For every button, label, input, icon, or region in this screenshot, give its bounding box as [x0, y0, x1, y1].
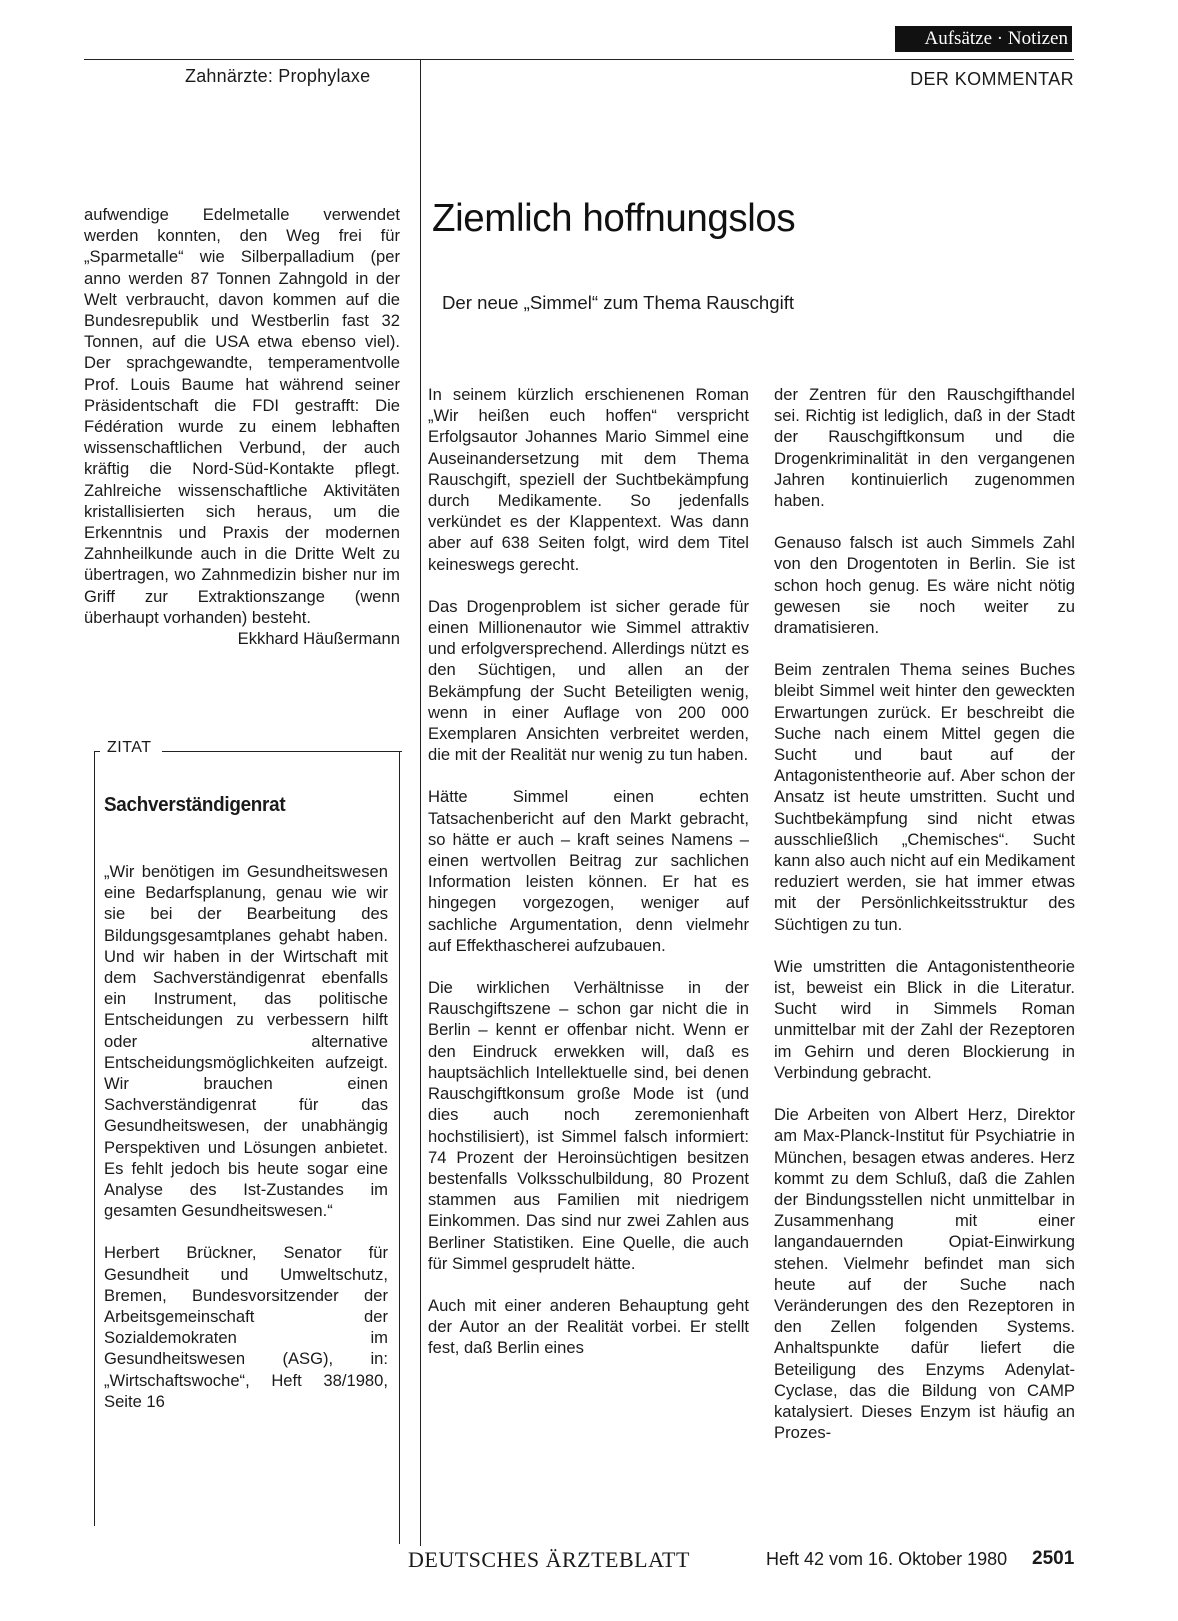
left-column-body: [84, 204, 400, 649]
left-column-text: aufwendige Edelmetalle verwendet werden konnten, den Weg frei für „Sparmetalle“ wie Silberpalladium (per anno werden 87 Tonnen Zahngold in der Welt verbraucht, davon kommen auf die Bundesrepublik und Westberlin fast 32 Tonnen, auf die USA etwa ebenso viel). Der sprachgewandte, temperamentvolle Prof. Louis Baume hat während seiner Präsidentschaft die FDI gestrafft: Die Fédération wurde zu einem lebhaften wissenschaftlichen Verbund, der auch kräftig die Nord-Süd-Kontakte pflegt. Zahlreiche wissenschaftliche Aktivitäten kristallisierten sich heraus, um die Erkenntnis und Praxis der modernen Zahnheilkunde auch in die Dritte Welt zu übertragen, wo Zahnmedizin bisher nur im Griff zur Extraktionszange (wenn überhaupt vorhanden) besteht.: [84, 205, 400, 627]
section-tag: Aufsätze · Notizen: [895, 26, 1072, 52]
quote-box-heading: Sachverständigenrat: [104, 793, 286, 816]
quote-box-border-left: [94, 751, 95, 1526]
quote-box: [94, 739, 400, 1544]
article-title: Ziemlich hoffnungslos: [432, 197, 796, 240]
paragraph: Hätte Simmel einen echten Tatsachenbericht auf den Markt gebracht, so hätte er auch – kraft seines Namens – einen wertvollen Beitrag zur sachlichen Information leisten können. Er hat es hingegen vorgezogen, weniger auf sachliche Argumentation, denn vielmehr auf Effekthascherei aufzubauen.: [428, 787, 749, 955]
article-column-right: [774, 384, 1075, 1464]
quote-box-border-top: [94, 751, 100, 752]
paragraph: In seinem kürzlich erschienenen Roman „Wir heißen euch hoffen“ verspricht Erfolgsautor Johannes Mario Simmel eine Auseinandersetzung mit dem Thema Rauschgift, speziell der Suchtbekämpfung durch Medikamente. So jedenfalls verkündet es der Klappentext. Was dann aber auf 638 Seiten folgt, wird dem Titel keineswegs gerecht.: [428, 385, 749, 574]
right-kicker: DER KOMMENTAR: [910, 69, 1074, 89]
quote-box-label: ZITAT: [104, 739, 155, 757]
paragraph: Das Drogenproblem ist sicher gerade für einen Millionenautor wie Simmel attraktiv und erfolgversprechend. Allerdings nützt es den Süchtigen, und allen an der Bekämpfung der Sucht Beteiligten wenig, wenn in einer Auflage von 200 000 Exemplaren Ansichten verbreitet werden, die mit der Realität nur wenig zu tun haben.: [428, 596, 749, 765]
paragraph: Die wirklichen Verhältnisse in der Rauschgiftszene – schon gar nicht die in Berlin – kennt er offenbar nicht. Wenn er den Eindruck erwekken will, daß es hauptsächlich Intellektuelle sind, bei denen Rauschgiftkonsum große Mode ist (und dies auch noch zeremonienhaft hochstilisiert), ist Simmel falsch informiert: 74 Prozent der Heroinsüchtigen besitzen bestenfalls Volksschulbildung, 80 Prozent stammen aus Familien mit niedrigem Einkommen. Das sind nur zwei Zahlen aus Berliner Statistiken. Eine Quelle, die auch für Simmel gesprudelt hätte.: [428, 978, 749, 1273]
issue-info: Heft 42 vom 16. Oktober 1980: [766, 1549, 1008, 1569]
paragraph: Auch mit einer anderen Behauptung geht der Autor an der Realität vorbei. Er stellt fest, daß Berlin eines: [428, 1295, 749, 1358]
article-subtitle: Der neue „Simmel“ zum Thema Rauschgift: [442, 292, 795, 313]
article-column-middle: [428, 384, 749, 1380]
header-rule: [84, 59, 1074, 60]
column-divider: [420, 59, 421, 1546]
paragraph: Die Arbeiten von Albert Herz, Direktor am Max-Planck-Institut für Psychiatrie in München, besagen etwas anderes. Herz kommt zu dem Schluß, daß die Zahlen der Bindungsstellen nicht unmittelbar in Zusammenhang mit einer langandauernden Opiat-Einwirkung stehen. Vielmehr befindet man sich heute auf der Suche nach Veränderungen des den Rezeptoren in den Zellen folgenden Systems. Anhaltspunkte dafür liefert die Beteiligung des Enzyms Adenylat-Cyclase, das die Bildung von CAMP katalysiert. Dieses Enzym ist häufig an Prozes-: [774, 1105, 1075, 1443]
journal-name: DEUTSCHES ÄRZTEBLATT: [408, 1547, 690, 1572]
paragraph: Genauso falsch ist auch Simmels Zahl von den Drogentoten in Berlin. Sie ist schon hoch genug. Es wäre nicht nötig gewesen sie noch weiter zu dramatisieren.: [774, 533, 1075, 638]
author-name: Ekkhard Häußermann: [237, 629, 400, 649]
quote-box-border-right: [399, 751, 400, 1544]
quote-source: Herbert Brückner, Senator für Gesundheit und Umweltschutz, Bremen, Bundesvorsitzender der Arbeitsgemeinschaft der Sozialdemokraten im Gesundheitswesen (ASG), in: „Wirtschaftswoche“, Heft 38/1980, Seite 16: [104, 1243, 388, 1411]
paragraph: Beim zentralen Thema seines Buches bleibt Simmel weit hinter den geweckten Erwartungen zurück. Er beschreibt die Suche nach einem Mittel gegen die Sucht und baut auf der Antagonistentheorie auf. Aber schon der Ansatz ist heute umstritten. Sucht und Suchtbekämpfung sind nicht etwas ausschließlich „Chemisches“. Sucht kann also auch nicht auf ein Medikament reduziert werden, sie hat immer etwas mit der Persönlichkeitsstruktur des Süchtigen zu tun.: [774, 660, 1075, 934]
page-number: 2501: [1032, 1548, 1075, 1569]
paragraph: Wie umstritten die Antagonistentheorie ist, beweist ein Blick in die Literatur. Sucht wird in Simmels Roman unmittelbar mit der Zahl der Rezeptoren im Gehirn und deren Blockierung in Verbindung gebracht.: [774, 956, 1075, 1082]
paragraph: der Zentren für den Rauschgifthandel sei. Richtig ist lediglich, daß in der Stadt der Rauschgiftkonsum und die Drogenkriminalität in den vergangenen Jahren kontinuierlich zugenommen haben.: [774, 385, 1075, 511]
quote-box-border-top-right: [162, 751, 402, 752]
quote-box-text: [104, 861, 388, 1433]
quote-text: „Wir benötigen im Gesundheitswesen eine Bedarfsplanung, genau wie wir sie bei der Bearbeitung des Bildungsgesamtplanes gehabt haben. Und wir haben in der Wirtschaft mit dem Sachverständigenrat ebenfalls ein Instrument, das politische Entscheidungen zu verbessern hilft oder alternative Entscheidungsmöglichkeiten aufzeigt. Wir brauchen einen Sachverständigenrat für das Gesundheitswesen, der unabhängig Perspektiven und Lösungen anbietet. Es fehlt jedoch bis heute sogar eine Analyse des Ist-Zustandes im gesamten Gesundheitswesen.“: [104, 862, 388, 1221]
left-kicker: Zahnärzte: Prophylaxe: [185, 66, 371, 86]
